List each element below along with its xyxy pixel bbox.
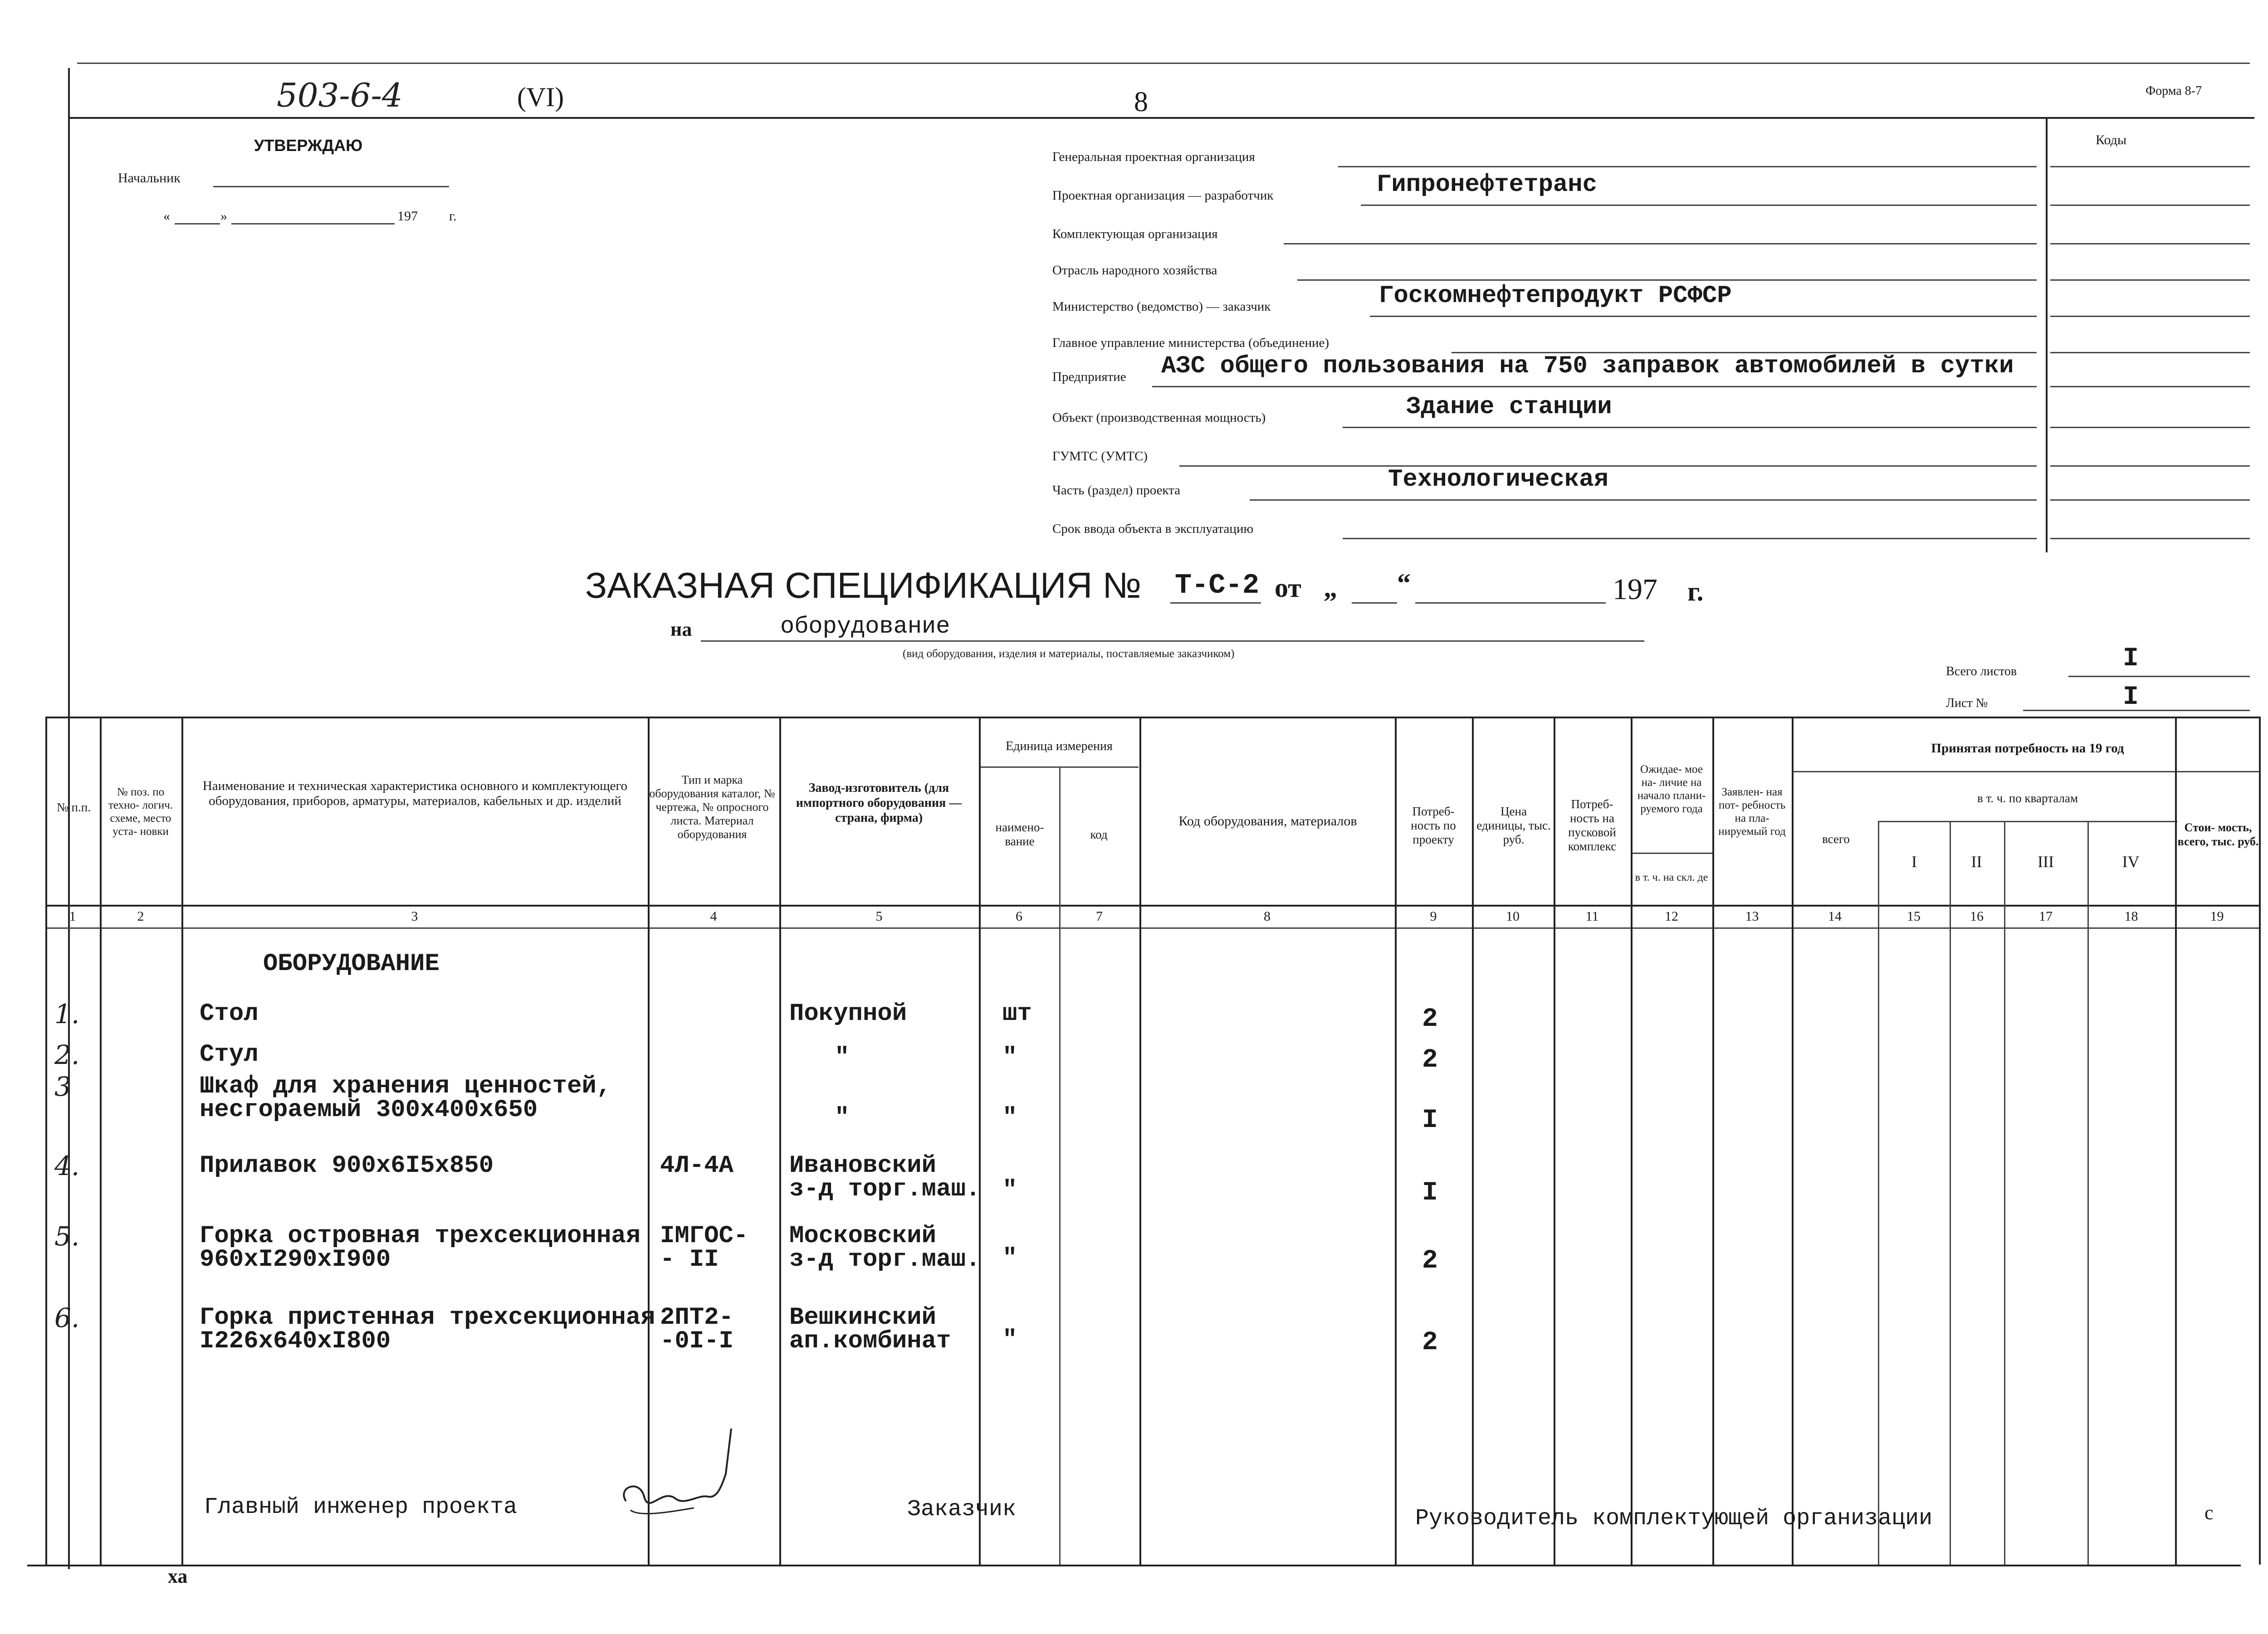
org-code-line <box>2050 166 2250 167</box>
column-line <box>1631 717 1633 1565</box>
column-number: 7 <box>1096 909 1103 924</box>
page-number: 8 <box>1134 87 1148 117</box>
header-maker: Завод-изготовитель (для импортного оборудования — страна, фирма) <box>796 780 962 825</box>
chief-signature-line <box>213 186 449 187</box>
header-unit-name: наимено- вание <box>995 820 1044 848</box>
row-unit: " <box>1002 1044 1017 1071</box>
corner-mark: с <box>2204 1502 2214 1524</box>
row-name: Горка островная трехсекционная 960хI290хI900 <box>200 1222 641 1273</box>
column-number: 11 <box>1585 909 1599 924</box>
header-expected-stock: Ожидае- мое на- личие на начало плани- руемого года <box>1637 763 1706 815</box>
org-code-line <box>2050 499 2250 501</box>
column-number: 17 <box>2039 909 2053 924</box>
column-line <box>181 717 183 1565</box>
spec-number-line <box>1170 602 1261 604</box>
org-fill-line <box>1343 538 2037 539</box>
bottom-mark: ха <box>168 1565 188 1587</box>
org-code-line <box>2050 352 2250 353</box>
header-position: № поз. по техно- логич. схеме, место уста- новки <box>108 786 173 838</box>
header-type: Тип и марка оборудования каталог, № чертежа, № опросного листа. Материал оборудования <box>649 773 775 841</box>
date-day-line <box>175 223 220 224</box>
row-number: 1. <box>54 999 80 1029</box>
column-number: 6 <box>1016 909 1022 924</box>
date-quote-close: » <box>220 209 227 224</box>
column-number: 9 <box>1430 909 1437 924</box>
org-code-line <box>2050 386 2250 387</box>
header-total: всего <box>1822 832 1850 846</box>
header-rule <box>68 117 2254 119</box>
org-label: ГУМТС (УМТС) <box>1052 449 1148 463</box>
org-code-line <box>2050 427 2250 428</box>
header-declared-demand: Заявлен- ная пот- ребность на пла- нируемый год <box>1718 786 1786 838</box>
row-number: 6. <box>54 1302 80 1333</box>
total-sheets-line <box>2068 676 2250 677</box>
org-label: Комплектующая организация <box>1052 227 1218 241</box>
row-quantity: I <box>1422 1106 1438 1135</box>
volume-number: (VI) <box>517 82 564 112</box>
row-unit: " <box>1002 1244 1017 1272</box>
org-fill-line <box>1361 205 2037 206</box>
spec-from: от <box>1275 573 1301 603</box>
form-label: Форма 8-7 <box>2146 84 2202 98</box>
codes-column-border <box>2046 117 2048 552</box>
spec-day-line <box>1352 602 1397 604</box>
org-label: Предприятие <box>1052 370 1126 384</box>
org-label: Министерство (ведомство) — заказчик <box>1052 299 1271 314</box>
header-equipment-code: Код оборудования, материалов <box>1178 813 1357 829</box>
sheet-number-line <box>2023 710 2250 711</box>
section-title: ОБОРУДОВАНИЕ <box>263 950 440 978</box>
header-startup-demand: Потреб- ность на пусковой комплекс <box>1568 797 1617 853</box>
header-row-number: № п.п. <box>57 800 91 814</box>
org-label: Отрасль народного хозяйства <box>1052 263 1217 278</box>
org-fill-line <box>1343 427 2037 428</box>
row-type: 4Л-4А <box>660 1152 734 1180</box>
spec-number: Т-С-2 <box>1175 569 1260 601</box>
org-label: Главное управление министерства (объединение) <box>1052 336 1330 350</box>
table-top-rule <box>45 717 2259 718</box>
header-q2: II <box>1971 853 1982 871</box>
org-fill-line <box>1297 279 2037 281</box>
chief-engineer-label: Главный инженер проекта <box>204 1494 518 1520</box>
row-maker: Ивановский з-д торг.маш. <box>789 1152 981 1203</box>
doc-number: 503-6-4 <box>277 76 403 114</box>
column-line <box>1878 821 1879 1565</box>
header-unit-code: код <box>1090 827 1108 841</box>
column-line <box>1472 717 1474 1565</box>
org-label: Генеральная проектная организация <box>1052 150 1255 164</box>
row-name: Шкаф для хранения ценностей, несгораемый 300х400х650 <box>200 1073 611 1124</box>
org-fill-line <box>1250 499 2037 501</box>
header-q3: III <box>2038 853 2054 871</box>
approval-title: УТВЕРЖДАЮ <box>254 136 363 155</box>
spec-quote-close: “ <box>1397 568 1411 598</box>
column-line <box>1395 717 1397 1565</box>
spec-on-value: оборудование <box>780 613 950 640</box>
org-fill-line <box>1284 243 2037 244</box>
stock-subrule <box>1631 853 1712 854</box>
column-number: 2 <box>137 909 144 924</box>
org-fill-line <box>1338 166 2037 167</box>
table-left-border <box>45 717 47 1565</box>
org-code-line <box>2050 205 2250 206</box>
org-code-line <box>2050 316 2250 317</box>
spec-on-label: на <box>670 618 692 640</box>
row-quantity: 2 <box>1422 1005 1438 1034</box>
quarters-group-rule <box>1878 821 2177 822</box>
header-unit-group: Единица измерения <box>1006 739 1113 753</box>
date-quote-open: « <box>163 209 170 224</box>
codes-label: Коды <box>2096 132 2127 147</box>
row-maker: " <box>835 1044 850 1071</box>
row-number: 3 <box>54 1071 71 1102</box>
column-line <box>100 717 102 1565</box>
row-name: Горка пристенная трехсекционная I226х640хI800 <box>200 1304 655 1355</box>
row-unit: " <box>1002 1326 1017 1354</box>
spec-on-hint: (вид оборудования, изделия и материалы, поставляемые заказчиком) <box>903 648 1235 660</box>
column-number: 18 <box>2124 909 2138 924</box>
org-value: Гипронефтетранс <box>1377 171 1598 199</box>
spec-year: 197 <box>1613 573 1657 606</box>
column-number: 14 <box>1828 909 1842 924</box>
total-sheets-label: Всего листов <box>1946 664 2017 678</box>
org-label: Проектная организация — разработчик <box>1052 188 1274 203</box>
column-line <box>2087 821 2089 1565</box>
column-number: 3 <box>411 909 418 924</box>
row-name: Стул <box>200 1041 259 1068</box>
column-line <box>1792 717 1794 1565</box>
org-value: АЗС общего пользования на 750 заправок автомобилей в сутки <box>1161 352 2014 380</box>
org-label: Часть (раздел) проекта <box>1052 483 1181 498</box>
column-number: 19 <box>2210 909 2224 924</box>
column-number: 10 <box>1506 909 1520 924</box>
row-quantity: 2 <box>1422 1328 1438 1357</box>
header-cost: Стои- мость, всего, тыс. руб. <box>2177 821 2259 848</box>
column-line <box>1139 717 1141 1565</box>
column-line <box>2259 717 2261 1565</box>
date-month-line <box>231 223 395 224</box>
row-name: Стол <box>200 1000 259 1028</box>
org-fill-line <box>1370 316 2037 317</box>
row-maker: Покупной <box>789 1000 907 1028</box>
top-rule <box>77 63 2250 64</box>
org-code-line <box>2050 538 2250 539</box>
column-number: 4 <box>710 909 717 924</box>
spec-year-suffix: г. <box>1687 576 1704 606</box>
header-accepted-demand: Принятая потребность на 19 год <box>1931 741 2124 756</box>
header-q4: IV <box>2122 853 2140 871</box>
sheet-number-value: I <box>2123 683 2139 712</box>
row-number: 5. <box>54 1221 80 1252</box>
org-code-line <box>2050 243 2250 244</box>
row-unit: " <box>1002 1176 1017 1204</box>
row-number: 4. <box>54 1151 80 1181</box>
org-label: Объект (производственная мощность) <box>1052 410 1266 425</box>
column-number: 12 <box>1665 909 1678 924</box>
row-maker: Вешкинский ап.комбинат <box>789 1304 951 1355</box>
org-value: Технологическая <box>1388 466 1609 493</box>
chief-engineer-signature <box>612 1419 748 1537</box>
row-maker: Московский з-д торг.маш. <box>789 1222 981 1273</box>
spec-month-line <box>1415 602 1606 604</box>
spec-on-line <box>701 640 1644 642</box>
header-demand: Потреб- ность по проекту <box>1411 804 1456 846</box>
row-maker: " <box>835 1104 850 1132</box>
column-number: 5 <box>875 909 883 924</box>
column-number-rule <box>45 927 2259 929</box>
table-bottom-rule <box>27 1565 2241 1566</box>
column-number: 8 <box>1264 909 1271 924</box>
column-line <box>1712 717 1714 1565</box>
total-sheets-value: I <box>2123 644 2139 673</box>
sheet-number-label: Лист № <box>1946 696 1988 710</box>
approval-year-suffix: г. <box>449 209 457 224</box>
org-fill-line <box>1152 386 2037 387</box>
org-code-line <box>2050 279 2250 281</box>
org-value: Госкомнефтепродукт РСФСР <box>1379 282 1732 310</box>
head-org-label: Руководитель комплектующей организации <box>1415 1506 1933 1532</box>
org-label: Срок ввода объекта в эксплуатацию <box>1052 522 1254 536</box>
column-line <box>2004 821 2005 1565</box>
column-line <box>1950 821 1951 1565</box>
row-unit: " <box>1002 1104 1017 1132</box>
header-quarters: в т. ч. по кварталам <box>1977 791 2078 805</box>
row-quantity: 2 <box>1422 1045 1438 1075</box>
column-number: 15 <box>1907 909 1921 924</box>
approval-year: 197 <box>397 209 418 224</box>
customer-label: Заказчик <box>907 1497 1017 1522</box>
column-line <box>1554 717 1555 1565</box>
row-number: 2. <box>54 1039 80 1070</box>
row-quantity: I <box>1422 1178 1438 1208</box>
column-number: 1 <box>69 909 76 924</box>
row-quantity: 2 <box>1422 1246 1438 1276</box>
chief-label: Начальник <box>118 171 181 185</box>
column-number: 16 <box>1970 909 1984 924</box>
spec-quote-open: „ <box>1324 573 1337 603</box>
header-stock-warehouse: в т. ч. на скл. де <box>1635 872 1708 883</box>
header-name: Наименование и техническая характеристика основного и комплектующего оборудования, приборов, арматуры, материалов, кабельных и др. изделий <box>202 779 628 808</box>
accepted-group-rule <box>1792 771 2259 772</box>
row-name: Прилавок 900х6I5х850 <box>200 1152 494 1180</box>
org-code-line <box>2050 465 2250 467</box>
header-price: Цена единицы, тыс. руб. <box>1476 804 1551 846</box>
column-line <box>2175 717 2177 1565</box>
row-unit: шт <box>1002 1000 1032 1028</box>
org-value: Здание станции <box>1406 393 1612 421</box>
column-number: 13 <box>1745 909 1759 924</box>
header-q1: I <box>1911 853 1917 871</box>
column-line <box>779 717 781 1565</box>
column-line <box>1059 766 1061 1565</box>
row-type: 2ПТ2- -0I-I <box>660 1304 734 1355</box>
spec-title: ЗАКАЗНАЯ СПЕЦИФИКАЦИЯ № <box>585 565 1142 605</box>
row-type: IМГОС- - II <box>660 1222 748 1273</box>
